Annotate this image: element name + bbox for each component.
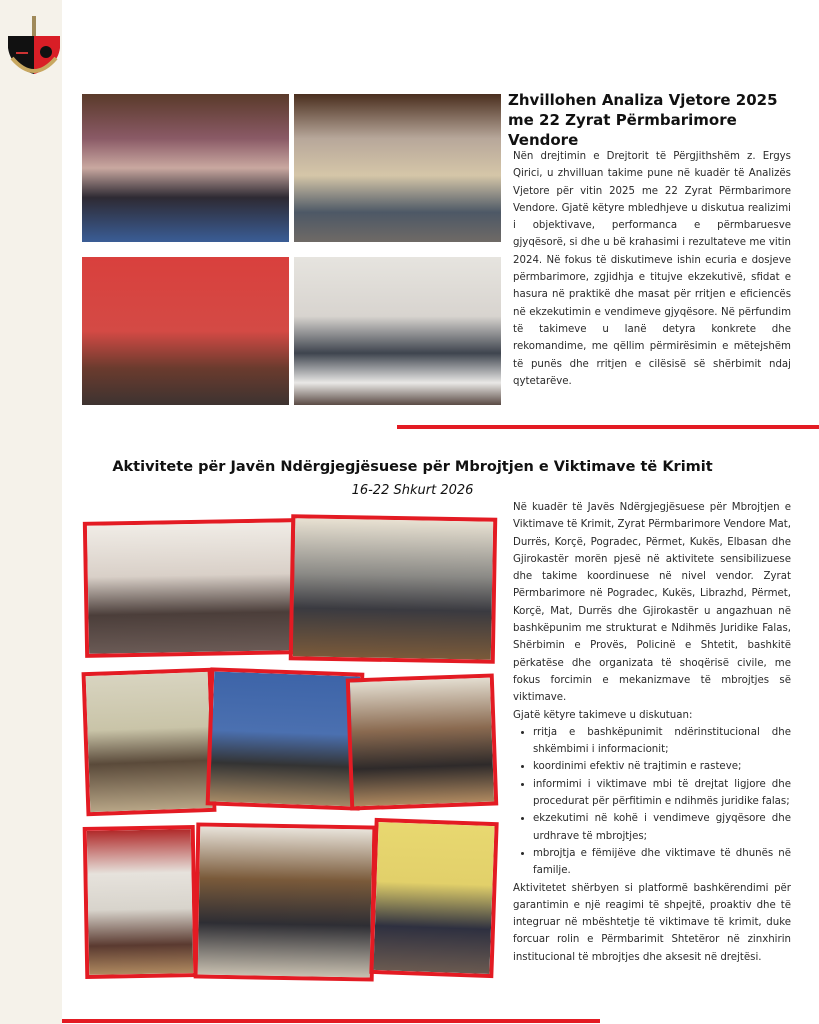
photo-collage-4 [206, 667, 365, 810]
left-strip [0, 0, 62, 1024]
photo-conference-room-1 [294, 94, 501, 242]
photo-collage-3 [82, 668, 217, 816]
article-title-annual-analysis: Zhvillohen Analiza Vjetore 2025 me 22 Zyrat Përmbarimore Vendore [508, 91, 778, 149]
photo-collage-7 [194, 822, 377, 981]
article-title-victims-week: Aktivitete për Javën Ndërgjegjësuese për Mbrojtjen e Viktimave të Krimit [112, 459, 713, 475]
photo-meeting-red-wall [82, 257, 289, 405]
list-intro: Gjatë këtyre takimeve u diskutuan: [513, 709, 693, 721]
divider-red-bottom [62, 1019, 600, 1023]
photo-conference-room-2 [294, 257, 501, 405]
photo-group-meeting-1 [82, 94, 289, 242]
closing-paragraph: Aktivitetet shërbyen si platformë bashkërendimi për garantimin e një reagimi të shpejtë, proaktiv dhe të integruar në mbështetje të viktimave të krimit, duke forcuar rolin e Përmbarimit Shtetëror në zinxhirin institucional të mbrojtjes dhe aksesit në drejtësi. [513, 882, 791, 963]
photo-collage-2 [289, 514, 498, 664]
list-item: • koordinimi efektiv në trajtimin e rasteve; [533, 758, 791, 775]
photo-collage-1 [83, 518, 299, 658]
discussion-list [513, 724, 791, 880]
photo-collage-6 [83, 825, 198, 979]
list-item: • ekzekutimi në kohë i vendimeve gjyqësore dhe urdhrave të mbrojtjes; [533, 810, 791, 845]
intro-paragraph: Në kuadër të Javës Ndërgjegjësuese për Mbrojtjen e Viktimave të Krimit, Zyrat Përmbarimore Vendore Mat, Durrës, Korçë, Pogradec, Përmet, Kukës, Elbasan dhe Gjirokastër morën pjesë në aktivitete sensibilizuese dhe takime koordinuese në nivel vendor. Zyrat Përmbarimore në Pogradec, Kukës, Librazhd, Përmet, Korçë, Mat, Durrës dhe Gjirokastër u angazhuan në bashkëpunim me strukturat e Ndihmës Juridike Falas, Shërbimin e Provës, Policinë e Shtetit, bashkitë përkatëse dhe organizata të shoqërisë civile, me fokus forcimin e mekanizmave të mbrojtjes së viktimave. [513, 502, 791, 704]
article-subtitle-dates: 16-22 Shkurt 2026 [351, 483, 474, 498]
list-item: • rritja e bashkëpunimit ndërinstitucional dhe shkëmbimi i informacionit; [533, 724, 791, 759]
crest-logo [4, 14, 64, 82]
list-item: • informimi i viktimave mbi të drejtat ligjore dhe procedurat për përfitimin e ndihmës juridike falas; [533, 776, 791, 811]
divider-red [397, 425, 819, 429]
article-body-victims-week [513, 499, 791, 966]
article-body-annual-analysis: Nën drejtimin e Drejtorit të Përgjithshëm z. Ergys Qirici, u zhvilluan takime pune në kuadër të Analizës Vjetore për vitin 2025 me 22 Zyrat Përmbarimore Vendore. Gjatë këtyre mbledhjeve u diskutua realizimi i objektivave, performanca e përmbaruesve gjyqësorë, si dhe u bë krahasimi i rezultateve me vitin 2024. Në fokus të diskutimeve ishin ecuria e dosjeve përmbarimore, zgjidhja e titujve ekzekutivë, sfidat e hasura në praktikë dhe masat për rritjen e eficiencës në ekzekutimin e vendimeve gjyqësore. Në përfundim të takimeve u lanë detyra konkrete dhe rekomandime, me qëllim përmirësimin e mëtejshëm të punës dhe rritjen e cilësisë së shërbimit ndaj qytetarëve. [513, 151, 791, 387]
photo-collage-8 [369, 818, 498, 978]
list-item: • mbrojtja e fëmijëve dhe viktimave të dhunës në familje. [533, 845, 791, 880]
photo-collage-5 [346, 673, 499, 810]
